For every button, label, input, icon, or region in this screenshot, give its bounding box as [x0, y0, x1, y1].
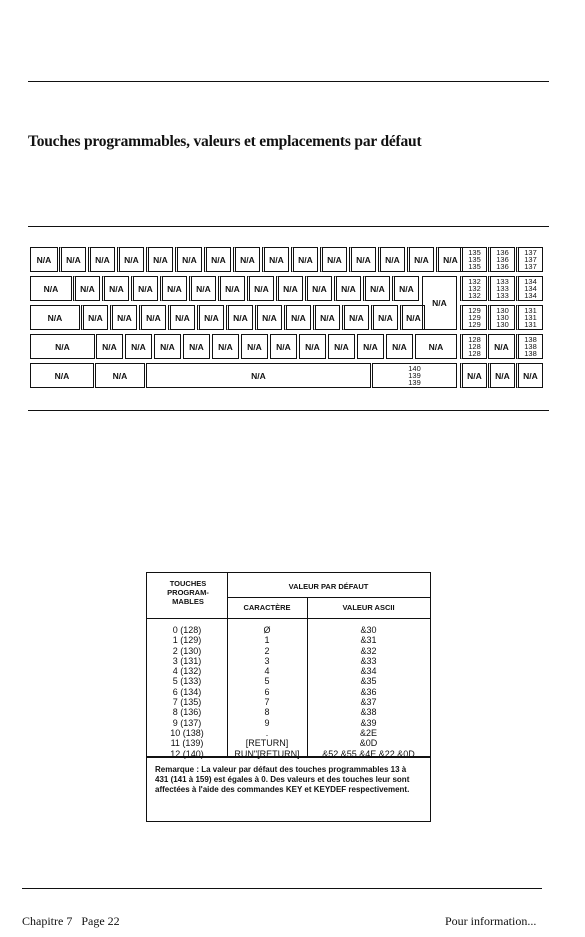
key	[488, 276, 515, 301]
key: N/A	[30, 247, 58, 272]
defaults-table	[146, 572, 431, 822]
footer-right: Pour information...	[445, 914, 537, 928]
key-label: 132	[468, 291, 481, 300]
key: N/A	[313, 305, 340, 330]
key-label: 128	[468, 349, 481, 358]
cell-touche: 2 (130)	[172, 645, 202, 656]
cell-caractere: 4	[264, 666, 270, 677]
group-header: VALEUR PAR DÉFAUT	[288, 582, 369, 591]
cell-caractere: 2	[264, 645, 270, 656]
key-label: 138	[524, 335, 537, 344]
key-label: 133	[496, 277, 509, 286]
key: N/A	[30, 276, 72, 301]
cell-caractere: 8	[264, 707, 270, 718]
key: N/A	[284, 305, 311, 330]
key-label: 138	[524, 342, 537, 351]
key	[460, 305, 487, 330]
key-label: 137	[524, 262, 537, 271]
key-label: 135	[468, 255, 481, 264]
cell-caractere: .	[265, 727, 269, 738]
key: N/A	[270, 334, 297, 359]
col-ascii	[307, 625, 430, 759]
cell-touche: 9 (137)	[172, 717, 202, 728]
keyboard-diagram	[30, 247, 543, 393]
keyboard-top-rule	[28, 226, 549, 227]
key: N/A	[117, 247, 144, 272]
cell-touche: 0 (128)	[172, 625, 202, 635]
key-label: 130	[496, 313, 509, 322]
cell-touche: 8 (136)	[172, 707, 202, 718]
key: N/A	[183, 334, 210, 359]
key-label: 135	[468, 248, 481, 257]
key: N/A	[342, 305, 369, 330]
key-label: 130	[496, 320, 509, 329]
key: N/A	[204, 247, 231, 272]
key-label: 134	[524, 277, 537, 286]
key-label: 131	[524, 320, 537, 329]
key-label: 133	[496, 284, 509, 293]
key-label: 129	[468, 313, 481, 322]
table-note: Remarque : La valeur par défaut des touches programmables 13 à 431 (141 à 159) est égales à 0. Des valeurs et des touches leur sont affectées à l'aide des commandes KEY et KEYDEF respectivement.	[155, 765, 410, 794]
key: N/A	[189, 276, 216, 301]
key: N/A	[392, 276, 419, 301]
cell-touche: 11 (139)	[170, 738, 204, 749]
cell-ascii: &33	[360, 655, 377, 666]
cell-ascii: &31	[360, 635, 377, 646]
key	[372, 363, 457, 388]
cell-ascii: &0D	[359, 738, 378, 749]
key-label: 134	[524, 291, 537, 300]
key-label: 130	[496, 306, 509, 315]
key: N/A	[400, 305, 425, 330]
col-ascii-header: VALEUR ASCII	[342, 603, 395, 612]
key: N/A	[30, 334, 95, 359]
cell-caractere: 3	[264, 655, 270, 666]
footer-rule	[22, 888, 542, 889]
col-touches-header: TOUCHES PROGRAM-MABLES	[167, 579, 209, 606]
key: N/A	[88, 247, 115, 272]
key: N/A	[320, 247, 347, 272]
key: N/A	[139, 305, 166, 330]
top-rule	[28, 81, 549, 82]
cell-ascii: &52 &55 &4E &22 &0D	[322, 748, 415, 759]
cell-caractere: RUN"[RETURN]	[234, 748, 300, 759]
key: N/A	[30, 363, 94, 388]
key-label: 139	[408, 371, 421, 380]
cell-ascii: &39	[360, 717, 377, 728]
key: N/A	[422, 276, 457, 330]
key-label: 140	[408, 364, 421, 373]
key-label: 138	[524, 349, 537, 358]
key: N/A	[407, 247, 434, 272]
key: N/A	[110, 305, 137, 330]
key-label: 137	[524, 248, 537, 257]
key: N/A	[168, 305, 195, 330]
cell-ascii: &32	[360, 645, 377, 656]
key: N/A	[131, 276, 158, 301]
cell-ascii: &38	[360, 707, 377, 718]
key	[516, 305, 543, 330]
key: N/A	[378, 247, 405, 272]
key-label: 129	[468, 320, 481, 329]
cell-caractere: Ø	[263, 625, 271, 635]
key-label: 137	[524, 255, 537, 264]
key-label: 133	[496, 291, 509, 300]
key: N/A	[241, 334, 268, 359]
cell-ascii: &37	[360, 697, 377, 708]
key	[488, 305, 515, 330]
footer-left: Chapitre 7 Page 22	[22, 914, 120, 928]
key-label: 135	[468, 262, 481, 271]
key: N/A	[102, 276, 129, 301]
key: N/A	[247, 276, 274, 301]
key: N/A	[516, 363, 543, 388]
key-label: 131	[524, 306, 537, 315]
key: N/A	[371, 305, 398, 330]
key: N/A	[255, 305, 282, 330]
cell-ascii: &34	[360, 666, 377, 677]
key: N/A	[262, 247, 289, 272]
key: N/A	[488, 363, 515, 388]
key: N/A	[30, 305, 80, 330]
key-label: 139	[408, 378, 421, 387]
key: N/A	[160, 276, 187, 301]
cell-caractere: 6	[264, 686, 270, 697]
cell-caractere: 7	[264, 697, 270, 708]
cell-caractere: 5	[264, 676, 270, 687]
key: N/A	[73, 276, 100, 301]
cell-ascii: &2E	[359, 727, 377, 738]
keyboard-bottom-rule	[28, 410, 549, 411]
key	[460, 276, 487, 301]
key	[516, 334, 543, 359]
key: N/A	[357, 334, 384, 359]
key: N/A	[334, 276, 361, 301]
key: N/A	[81, 305, 108, 330]
key-label: 136	[496, 262, 509, 271]
key: N/A	[276, 276, 303, 301]
cell-touche: 4 (132)	[172, 666, 202, 677]
cell-caractere: 1	[264, 635, 270, 646]
page-title: Touches programmables, valeurs et emplacements par défaut	[28, 133, 422, 150]
key: N/A	[146, 363, 371, 388]
key: N/A	[226, 305, 253, 330]
key-label: 134	[524, 284, 537, 293]
key: N/A	[305, 276, 332, 301]
cell-caractere: [RETURN]	[245, 738, 289, 749]
key-label: 129	[468, 306, 481, 315]
table-hline-header	[147, 618, 430, 619]
table-hline-group	[227, 597, 430, 598]
key	[460, 334, 487, 359]
key: N/A	[233, 247, 260, 272]
key-label: 128	[468, 342, 481, 351]
key: N/A	[146, 247, 173, 272]
key: N/A	[415, 334, 457, 359]
key-label: 131	[524, 313, 537, 322]
cell-touche: 5 (133)	[172, 676, 202, 687]
cell-ascii: &35	[360, 676, 377, 687]
cell-touche: 1 (129)	[172, 635, 202, 646]
key-label: 132	[468, 277, 481, 286]
key: N/A	[488, 334, 515, 359]
key: N/A	[95, 363, 145, 388]
col-touches	[147, 625, 227, 759]
key-label: 128	[468, 335, 481, 344]
key: N/A	[349, 247, 376, 272]
key: N/A	[212, 334, 239, 359]
key: N/A	[218, 276, 245, 301]
col-caractere-header: CARACTÈRE	[243, 603, 291, 612]
key	[516, 276, 543, 301]
key-label: 132	[468, 284, 481, 293]
key-label: 136	[496, 255, 509, 264]
cell-touche: 12 (140)	[170, 748, 204, 759]
key: N/A	[125, 334, 152, 359]
key: N/A	[460, 363, 487, 388]
key: N/A	[59, 247, 86, 272]
key: N/A	[197, 305, 224, 330]
cell-touche: 10 (138)	[170, 727, 204, 738]
cell-touche: 6 (134)	[172, 686, 202, 697]
key: N/A	[386, 334, 413, 359]
key: N/A	[363, 276, 390, 301]
key: N/A	[436, 247, 463, 272]
col-caractere	[227, 625, 307, 759]
key: N/A	[154, 334, 181, 359]
key: N/A	[96, 334, 123, 359]
cell-touche: 7 (135)	[172, 697, 202, 708]
key: N/A	[175, 247, 202, 272]
key: N/A	[299, 334, 326, 359]
key: N/A	[291, 247, 318, 272]
cell-touche: 3 (131)	[172, 655, 202, 666]
key	[516, 247, 543, 272]
cell-caractere: 9	[264, 717, 270, 728]
key: N/A	[328, 334, 355, 359]
key	[460, 247, 487, 272]
cell-ascii: &36	[360, 686, 377, 697]
cell-ascii: &30	[360, 625, 377, 635]
key	[488, 247, 515, 272]
key-label: 136	[496, 248, 509, 257]
